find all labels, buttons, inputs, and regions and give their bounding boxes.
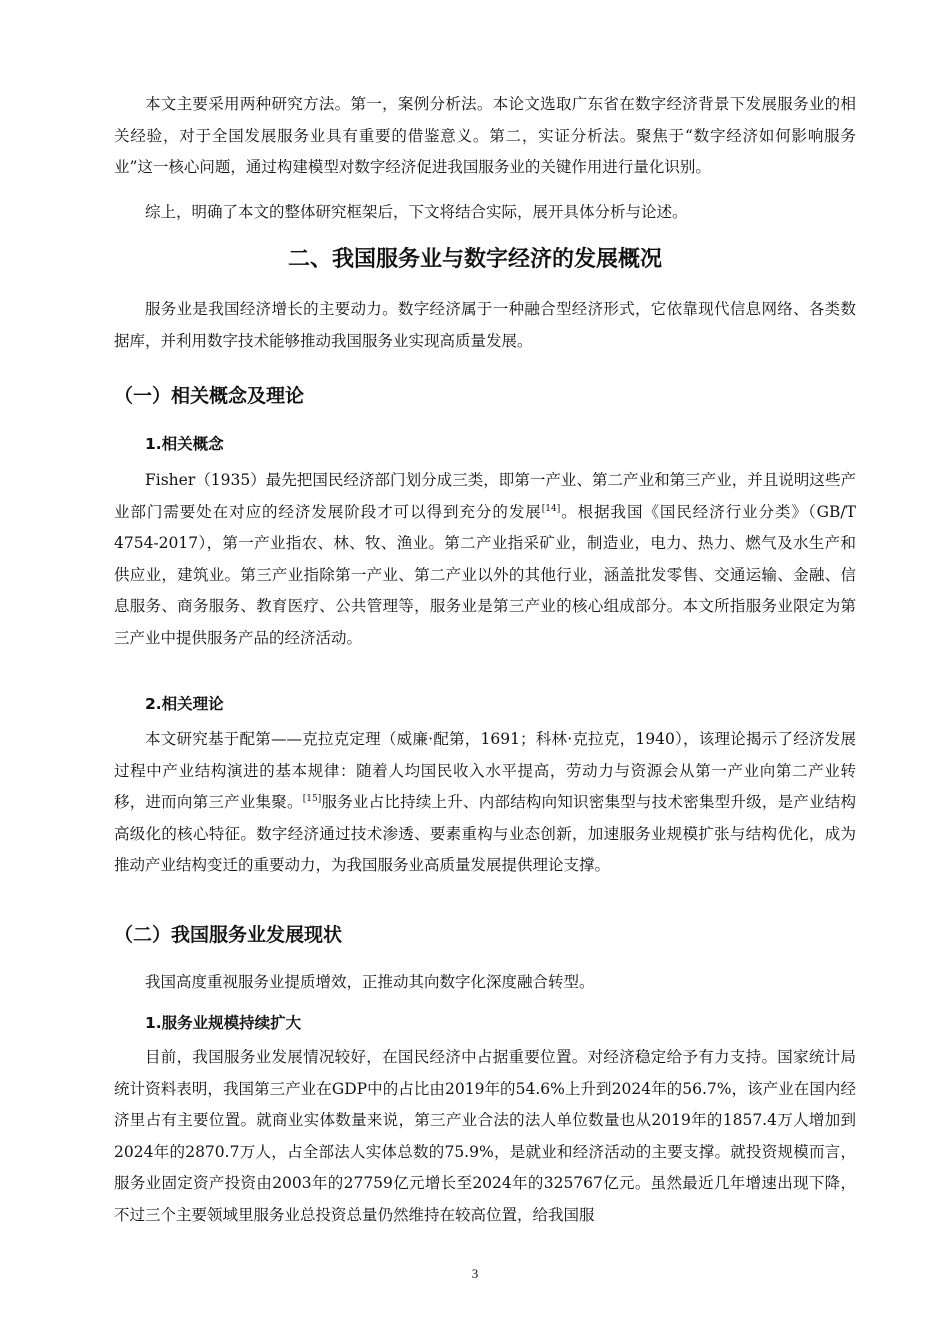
paragraph-scale: 目前，我国服务业发展情况较好，在国民经济中占据重要位置。对经济稳定给予有力支持。国家统计局统计资料表明，我国第三产业在GDP中的占比由2019年的54.6%上升到2024年的56.7%，该产业在国内经济里占有主要位置。就商业实体数量来说，第三产业合法的法人单位数量也从2019年的1857.4万人增加到2024年的2870.7万人，占全部法人实体总数的75.9%，是就业和经济活动的主要支撑。就投资规模而言，服务业固定资产投资由2003年的27759亿元增长至2024年的325767亿元。虽然最近几年增速出现下降，不过三个主要领域里服务业总投资总量仍然维持在较高位置，给我国服 (114, 1048, 856, 1224)
paragraph-theory-text-a: 本文研究基于配第——克拉克定理（威廉·配第，1691；科林·克拉克，1940），该理论揭示了经济发展过程中产业结构演进的基本规律：随着人均国民收入水平提高，劳动力与资源会从第一产业向第二产业转移，进而向第三产业集聚。 (114, 730, 856, 811)
citation-14: [14] (541, 503, 561, 514)
item-heading-concepts: 1.相关概念 (145, 435, 224, 453)
citation-15: [15] (302, 793, 322, 804)
item-heading-scale: 1.服务业规模持续扩大 (145, 1014, 302, 1032)
paragraph-status-intro: 我国高度重视服务业提质增效，正推动其向数字化深度融合转型。 (145, 973, 595, 991)
section-heading: 二、我国服务业与数字经济的发展概况 (287, 247, 662, 272)
paragraph-theory (114, 724, 856, 882)
paragraph-concepts-text-b: 。根据我国《国民经济行业分类》（GB/T 4754-2017），第一产业指农、林、牧、渔业。第二产业指采矿业，制造业，电力、热力、燃气及水生产和供应业，建筑业。第三产业指除第一产业、第二产业以外的其他行业，涵盖批发零售、交通运输、金融、信息服务、商务服务、教育医疗、公共管理等，服务业是第三产业的核心组成部分。本文所指服务业限定为第三产业中提供服务产品的经济活动。 (114, 502, 856, 647)
subsection-heading-concepts: （一）相关概念及理论 (114, 385, 305, 407)
item-heading-theory: 2.相关理论 (145, 695, 224, 713)
page-number: 3 (471, 1266, 479, 1281)
paragraph-concepts (114, 465, 856, 654)
subsection-heading-status: （二）我国服务业发展现状 (114, 924, 343, 946)
paragraph-summary: 综上，明确了本文的整体研究框架后，下文将结合实际，展开具体分析与论述。 (145, 203, 688, 221)
paragraph-intro: 服务业是我国经济增长的主要动力。数字经济属于一种融合型经济形式，它依靠现代信息网络、各类数据库，并利用数字技术能够推动我国服务业实现高质量发展。 (114, 300, 856, 350)
paragraph-research-methods: 本文主要采用两种研究方法。第一，案例分析法。本论文选取广东省在数字经济背景下发展服务业的相关经验，对于全国发展服务业具有重要的借鉴意义。第二，实证分析法。聚焦于“数字经济如何影响服务业”这一核心问题，通过构建模型对数字经济促进我国服务业的关键作用进行量化识别。 (114, 95, 856, 176)
paragraph-concepts-text-a: Fisher（1935）最先把国民经济部门划分成三类，即第一产业、第二产业和第三产业，并且说明这些产业部门需要处在对应的经济发展阶段才可以得到充分的发展 (114, 471, 856, 521)
paragraph-theory-text-b: 服务业占比持续上升、内部结构向知识密集型与技术密集型升级，是产业结构高级化的核心特征。数字经济通过技术渗透、要素重构与业态创新，加速服务业规模扩张与结构优化，成为推动产业结构变迁的重要动力，为我国服务业高质量发展提供理论支撑。 (114, 793, 856, 874)
